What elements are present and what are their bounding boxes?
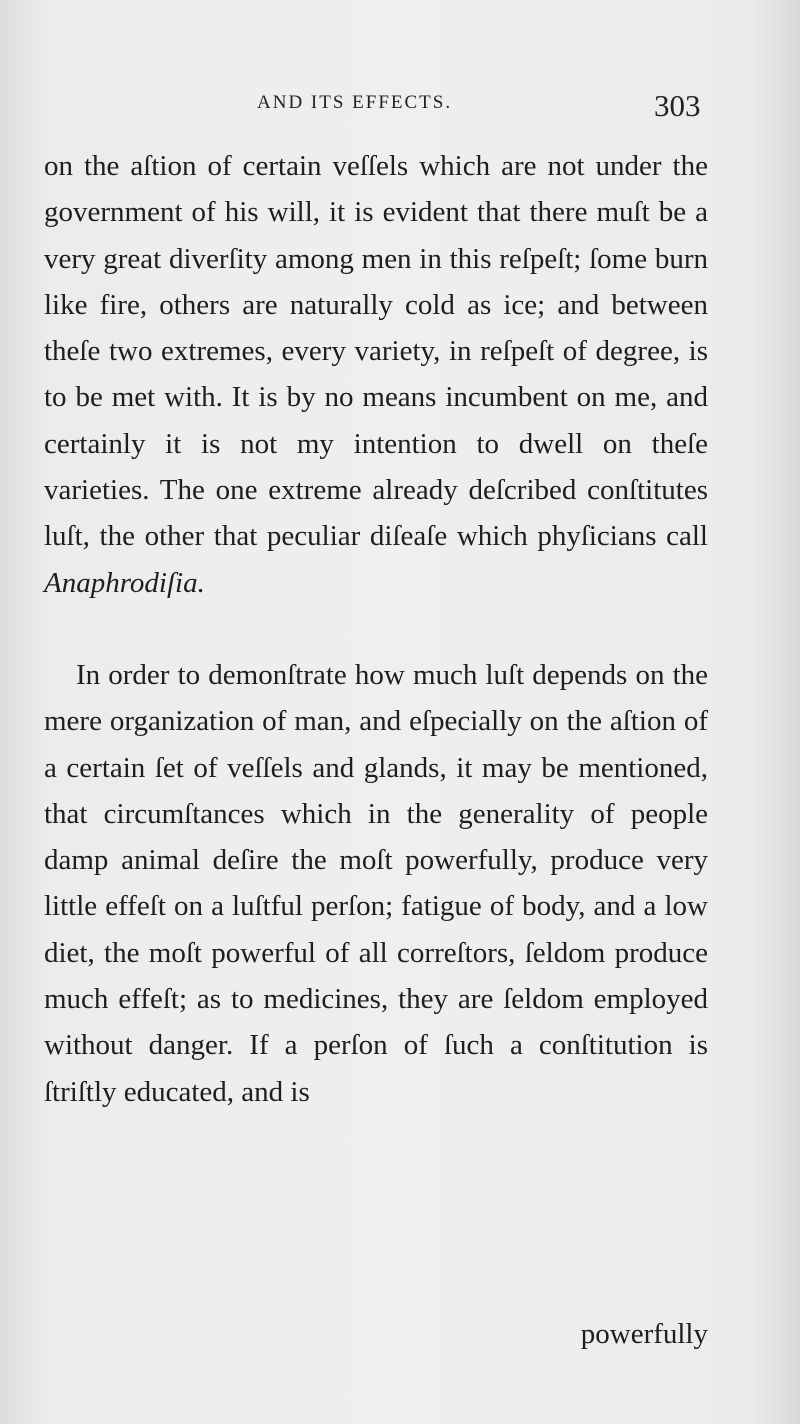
body-text xyxy=(44,143,708,1115)
catchword: powerfully xyxy=(580,1318,708,1350)
paragraph-1-text: on the aſtion of certain veſſels which are not under the government of his will, it is evident that there muſt be a very great diverſity among men in this reſpeſt; ſome burn like fire, others are naturally cold as ice; and between theſe two extremes, every variety, in reſpeſt of degree, is to be met with. It is by no means incumbent on me, and certainly it is not my intention to dwell on theſe varieties. The one extreme already deſcribed conſtitutes luſt, the other that peculiar diſeaſe which phyſicians call xyxy=(44,150,708,553)
paragraph-2-text: In order to demonſtrate how much luſt depends on the mere organization of man, and eſpecially on the aſtion of a certain ſet of veſſels and glands, it may be mentioned, that circumſtances which in the generality of people damp animal deſire the moſt powerfully, produce very little effeſt on a luſtful perſon; fatigue of body, and a low diet, the moſt powerful of all correſtors, ſeldom produce much effeſt; as to medicines, they are ſeldom employed without danger. If a perſon of ſuch a conſtitution is ſtriſtly educated, and is xyxy=(44,658,708,1108)
running-head xyxy=(0,88,800,128)
paragraph-1 xyxy=(44,143,708,606)
running-head-title: AND ITS EFFECTS. xyxy=(257,92,453,113)
paragraph-1-italic-term: Anaphrodiſia. xyxy=(44,566,205,599)
paragraph-2 xyxy=(44,652,708,1115)
page-number: 303 xyxy=(654,88,701,123)
